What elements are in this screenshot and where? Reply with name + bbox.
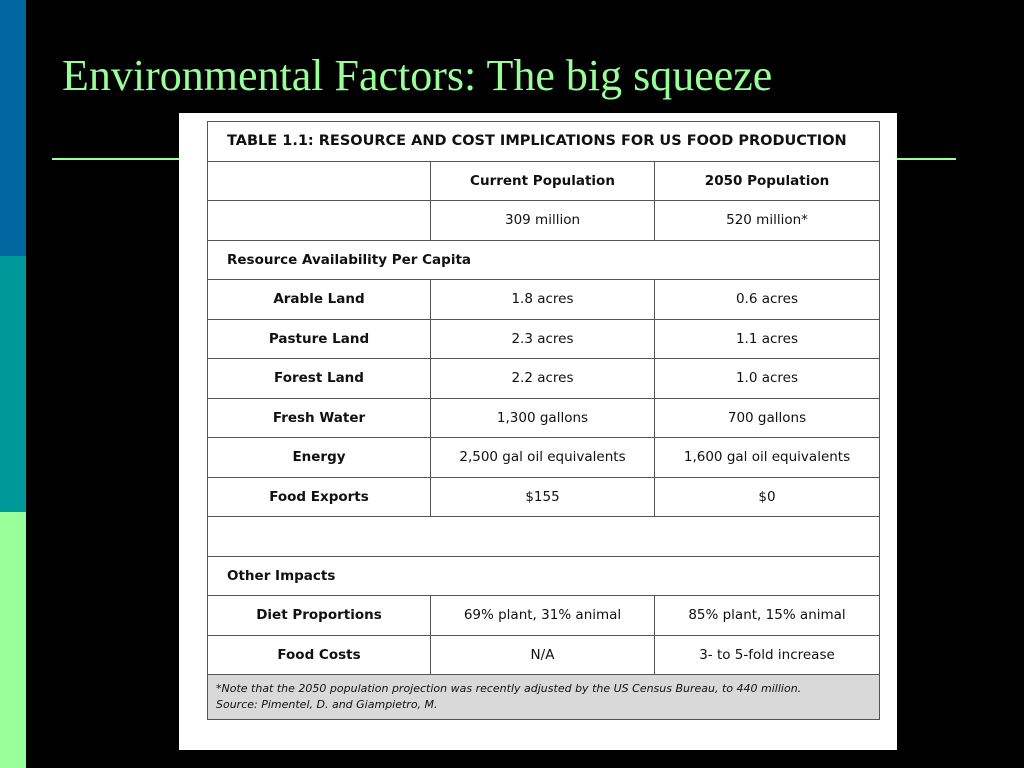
cell-current: 2.2 acres [431, 359, 655, 399]
cell-current: N/A [431, 635, 655, 675]
footnote-row [208, 675, 880, 720]
section-heading-resources: Resource Availability Per Capita [208, 240, 880, 280]
corner-cell [208, 161, 431, 201]
row-label: Arable Land [208, 280, 431, 320]
blank-cell [208, 517, 880, 557]
population-row [208, 201, 880, 241]
slide-title: Environmental Factors: The big squeeze [62, 51, 773, 100]
section-row [208, 240, 880, 280]
row-label: Diet Proportions [208, 596, 431, 636]
table-row [208, 596, 880, 636]
cell-current: 2,500 gal oil equivalents [431, 438, 655, 478]
table-caption: TABLE 1.1: RESOURCE AND COST IMPLICATIONS FOR US FOOD PRODUCTION [208, 122, 880, 162]
table-row [208, 635, 880, 675]
cell-2050: $0 [655, 477, 880, 517]
sidebar-segment-teal [0, 256, 26, 512]
table-row [208, 438, 880, 478]
section-heading-other: Other Impacts [208, 556, 880, 596]
cell-2050: 1,600 gal oil equivalents [655, 438, 880, 478]
column-header-row [208, 161, 880, 201]
row-label: Food Exports [208, 477, 431, 517]
column-header-2050: 2050 Population [655, 161, 880, 201]
cell-current: $155 [431, 477, 655, 517]
cell-current: 69% plant, 31% animal [431, 596, 655, 636]
table-row [208, 477, 880, 517]
table-image [179, 113, 897, 750]
cell-2050: 3- to 5-fold increase [655, 635, 880, 675]
blank-row [208, 517, 880, 557]
cell-2050: 1.0 acres [655, 359, 880, 399]
cell-2050: 0.6 acres [655, 280, 880, 320]
footnote-cell [208, 675, 880, 720]
table-caption-row [208, 122, 880, 162]
row-label: Energy [208, 438, 431, 478]
table-row [208, 280, 880, 320]
sidebar-segment-blue [0, 0, 26, 256]
cell-current: 1.8 acres [431, 280, 655, 320]
population-current: 309 million [431, 201, 655, 241]
cell-2050: 700 gallons [655, 398, 880, 438]
table-row [208, 359, 880, 399]
cell-current: 1,300 gallons [431, 398, 655, 438]
cell-2050: 85% plant, 15% animal [655, 596, 880, 636]
source-text: Source: Pimentel, D. and Giampietro, M. [216, 698, 438, 711]
cell-current: 2.3 acres [431, 319, 655, 359]
cell-2050: 1.1 acres [655, 319, 880, 359]
row-label: Fresh Water [208, 398, 431, 438]
footnote-text: *Note that the 2050 population projection was recently adjusted by the US Census Bureau, to 440 million. [216, 682, 802, 695]
row-label: Pasture Land [208, 319, 431, 359]
table-row [208, 319, 880, 359]
population-2050: 520 million* [655, 201, 880, 241]
population-label-cell [208, 201, 431, 241]
row-label: Food Costs [208, 635, 431, 675]
sidebar-segment-green [0, 512, 26, 768]
row-label: Forest Land [208, 359, 431, 399]
table-row [208, 398, 880, 438]
column-header-current: Current Population [431, 161, 655, 201]
resource-table [207, 121, 880, 720]
section-row [208, 556, 880, 596]
